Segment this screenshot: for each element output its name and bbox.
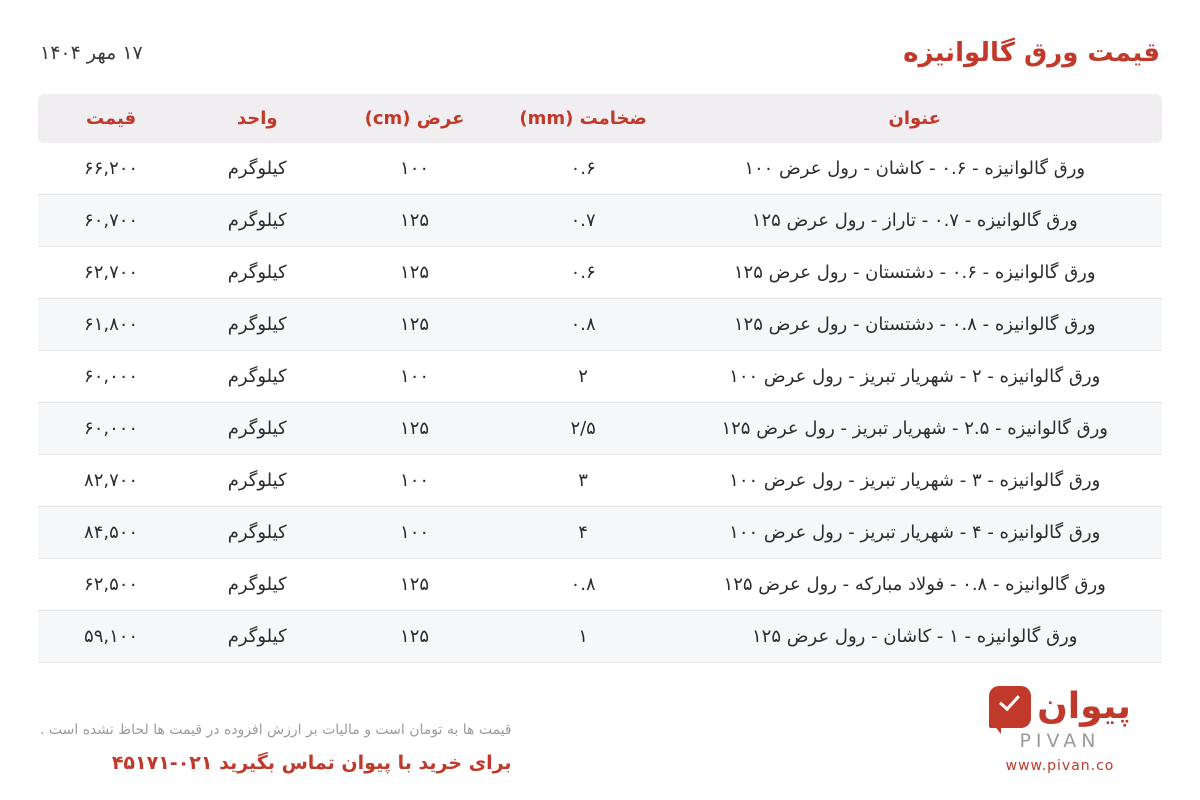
table-row [38, 143, 1162, 195]
cell-width: ۱۰۰ [330, 143, 499, 195]
cell-width: ۱۲۵ [330, 559, 499, 611]
column-header-width: عرض (cm) [330, 94, 499, 143]
cell-unit: کیلوگرم [184, 247, 330, 299]
cell-unit: کیلوگرم [184, 507, 330, 559]
cell-price: ۶۲,۵۰۰ [38, 559, 184, 611]
table-body [38, 143, 1162, 663]
cell-title: ورق گالوانیزه - ۲ - شهریار تبریز - رول عرض ۱۰۰ [667, 351, 1162, 403]
table-row [38, 299, 1162, 351]
table-row [38, 403, 1162, 455]
cell-width: ۱۰۰ [330, 455, 499, 507]
cell-price: ۵۹,۱۰۰ [38, 611, 184, 663]
table-row [38, 507, 1162, 559]
cell-price: ۶۱,۸۰۰ [38, 299, 184, 351]
cell-price: ۸۲,۷۰۰ [38, 455, 184, 507]
cell-unit: کیلوگرم [184, 559, 330, 611]
cell-title: ورق گالوانیزه - ۴ - شهریار تبریز - رول عرض ۱۰۰ [667, 507, 1162, 559]
cell-width: ۱۰۰ [330, 507, 499, 559]
cell-thickness: ۳ [499, 455, 668, 507]
page-footer [0, 686, 1200, 774]
cell-width: ۱۲۵ [330, 247, 499, 299]
cell-title: ورق گالوانیزه - ۰.۷ - تاراز - رول عرض ۱۲۵ [667, 195, 1162, 247]
page-header [0, 0, 1200, 68]
cell-unit: کیلوگرم [184, 195, 330, 247]
price-table-container [38, 94, 1162, 663]
check-badge-icon [989, 686, 1031, 728]
cell-title: ورق گالوانیزه - ۰.۸ - دشتستان - رول عرض ۱۲۵ [667, 299, 1162, 351]
table-row [38, 455, 1162, 507]
cell-price: ۶۲,۷۰۰ [38, 247, 184, 299]
footer-notes [40, 722, 512, 774]
table-row [38, 351, 1162, 403]
cell-price: ۶۰,۰۰۰ [38, 403, 184, 455]
cell-thickness: ۰.۶ [499, 143, 668, 195]
cell-title: ورق گالوانیزه - ۲.۵ - شهریار تبریز - رول عرض ۱۲۵ [667, 403, 1162, 455]
cell-price: ۶۰,۷۰۰ [38, 195, 184, 247]
cell-thickness: ۰.۶ [499, 247, 668, 299]
cell-thickness: ۰.۷ [499, 195, 668, 247]
cell-unit: کیلوگرم [184, 403, 330, 455]
cell-thickness: ۲/۵ [499, 403, 668, 455]
price-table [38, 94, 1162, 663]
cell-width: ۱۲۵ [330, 403, 499, 455]
cell-price: ۸۴,۵۰۰ [38, 507, 184, 559]
table-row [38, 195, 1162, 247]
cell-unit: کیلوگرم [184, 143, 330, 195]
logo-text-latin: PIVAN [1019, 730, 1101, 752]
brand-logo [960, 686, 1160, 774]
cell-width: ۱۲۵ [330, 195, 499, 247]
cell-unit: کیلوگرم [184, 351, 330, 403]
cell-thickness: ۰.۸ [499, 299, 668, 351]
table-row [38, 559, 1162, 611]
cell-thickness: ۲ [499, 351, 668, 403]
tax-note: قیمت ها به تومان است و مالیات بر ارزش افزوده در قیمت ها لحاظ نشده است . [40, 722, 512, 738]
table-header-row [38, 94, 1162, 143]
contact-note: برای خرید با پیوان تماس بگیرید ۰۲۱-۴۵۱۷۱ [111, 752, 512, 774]
cell-price: ۶۶,۲۰۰ [38, 143, 184, 195]
cell-title: ورق گالوانیزه - ۰.۸ - فولاد مبارکه - رول عرض ۱۲۵ [667, 559, 1162, 611]
cell-width: ۱۲۵ [330, 299, 499, 351]
cell-thickness: ۰.۸ [499, 559, 668, 611]
cell-width: ۱۲۵ [330, 611, 499, 663]
cell-unit: کیلوگرم [184, 299, 330, 351]
column-header-unit: واحد [184, 94, 330, 143]
table-row [38, 611, 1162, 663]
cell-title: ورق گالوانیزه - ۳ - شهریار تبریز - رول عرض ۱۰۰ [667, 455, 1162, 507]
cell-thickness: ۱ [499, 611, 668, 663]
cell-title: ورق گالوانیزه - ۰.۶ - دشتستان - رول عرض ۱۲۵ [667, 247, 1162, 299]
table-row [38, 247, 1162, 299]
cell-title: ورق گالوانیزه - ۱ - کاشان - رول عرض ۱۲۵ [667, 611, 1162, 663]
cell-unit: کیلوگرم [184, 611, 330, 663]
column-header-price: قیمت [38, 94, 184, 143]
page-title: قیمت ورق گالوانیزه [903, 38, 1160, 68]
website-url[interactable]: www.pivan.co [1005, 758, 1115, 774]
table-head [38, 94, 1162, 143]
column-header-title: عنوان [667, 94, 1162, 143]
logo-row [989, 686, 1131, 728]
cell-price: ۶۰,۰۰۰ [38, 351, 184, 403]
column-header-thickness: ضخامت (mm) [499, 94, 668, 143]
cell-thickness: ۴ [499, 507, 668, 559]
cell-title: ورق گالوانیزه - ۰.۶ - کاشان - رول عرض ۱۰۰ [667, 143, 1162, 195]
publish-date: ۱۷ مهر ۱۴۰۴ [40, 42, 143, 64]
cell-width: ۱۰۰ [330, 351, 499, 403]
logo-text-fa: پیوان [1037, 686, 1131, 727]
cell-unit: کیلوگرم [184, 455, 330, 507]
